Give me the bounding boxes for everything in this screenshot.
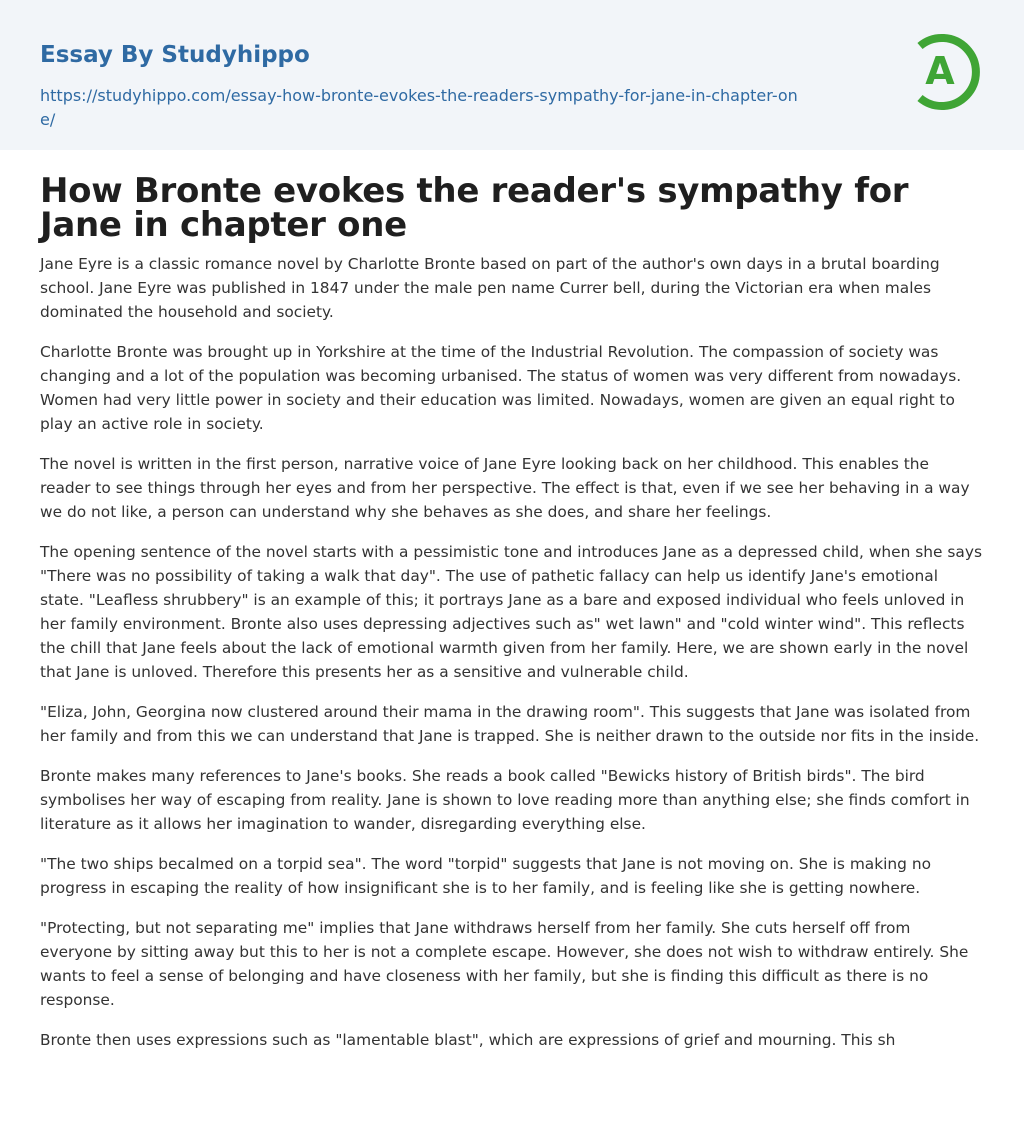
logo-letter: A bbox=[925, 49, 955, 93]
article-paragraph: "The two ships becalmed on a torpid sea". The word "torpid" suggests that Jane is not moving on. She is making no progress in escaping the reality of how insignificant she is to her family, and is feeling like she is getting nowhere. bbox=[40, 855, 932, 897]
article-paragraph: The novel is written in the first person, narrative voice of Jane Eyre looking back on her childhood. This enables the reader to see things through her eyes and from her perspective. The effect is that, even if we see her behaving in a way we do not like, a person can understand why she behaves as she does, and share her feelings. bbox=[40, 455, 970, 521]
essay-url-link[interactable]: https://studyhippo.com/essay-how-bronte-evokes-the-readers-sympathy-for-jane-in-chapter-one/ bbox=[40, 86, 798, 129]
article-paragraph: "Eliza, John, Georgina now clustered around their mama in the drawing room". This suggests that Jane was isolated from her family and from this we can understand that Jane is trapped. She is neither drawn to the outside nor fits in the inside. bbox=[40, 703, 980, 745]
article-paragraph: The opening sentence of the novel starts with a pessimistic tone and introduces Jane as a depressed child, when she says "There was no possibility of taking a walk that day". The use of pathetic fallacy can help us identify Jane's emotional state. "Leafless shrubbery" is an example of this; it portrays Jane as a bare and exposed individual who feels unloved in her family environment. Bronte also uses depressing adjectives such as" wet lawn" and "cold winter wind". This reflects the chill that Jane feels about the lack of emotional warmth given from her family. Here, we are shown early in the novel that Jane is unloved. Therefore this presents her as a sensitive and vulnerable child. bbox=[40, 543, 982, 681]
page-header bbox=[0, 0, 1024, 150]
article-paragraph: "Protecting, but not separating me" implies that Jane withdraws herself from her family. She cuts herself off from everyone by sitting away but this to her is not a complete escape. However, she does not wish to withdraw entirely. She wants to feel a sense of belonging and have closeness with her family, but she is finding this difficult as there is no response. bbox=[40, 919, 969, 1009]
article-title: How Bronte evokes the reader's sympathy for Jane in chapter one bbox=[40, 171, 909, 245]
studyhippo-a-logo-icon[interactable] bbox=[912, 30, 984, 114]
article-paragraph: Bronte makes many references to Jane's books. She reads a book called "Bewicks history of British birds". The bird symbolises her way of escaping from reality. Jane is shown to love reading more than anything else; she finds comfort in literature as it allows her imagination to wander, disregarding everything else. bbox=[40, 767, 970, 833]
article-paragraph: Jane Eyre is a classic romance novel by Charlotte Bronte based on part of the author's own days in a brutal boarding school. Jane Eyre was published in 1847 under the male pen name Currer bell, during the Victorian era when males dominated the household and society. bbox=[40, 255, 940, 321]
article bbox=[0, 150, 1024, 1052]
site-brand[interactable]: Essay By Studyhippo bbox=[40, 42, 310, 68]
article-paragraph: Bronte then uses expressions such as "lamentable blast", which are expressions of grief and mourning. This sh bbox=[40, 1031, 896, 1049]
article-paragraph: Charlotte Bronte was brought up in Yorkshire at the time of the Industrial Revolution. The compassion of society was changing and a lot of the population was becoming urbanised. The status of women was very different from nowadays. Women had very little power in society and their education was limited. Nowadays, women are given an equal right to play an active role in society. bbox=[40, 343, 962, 433]
